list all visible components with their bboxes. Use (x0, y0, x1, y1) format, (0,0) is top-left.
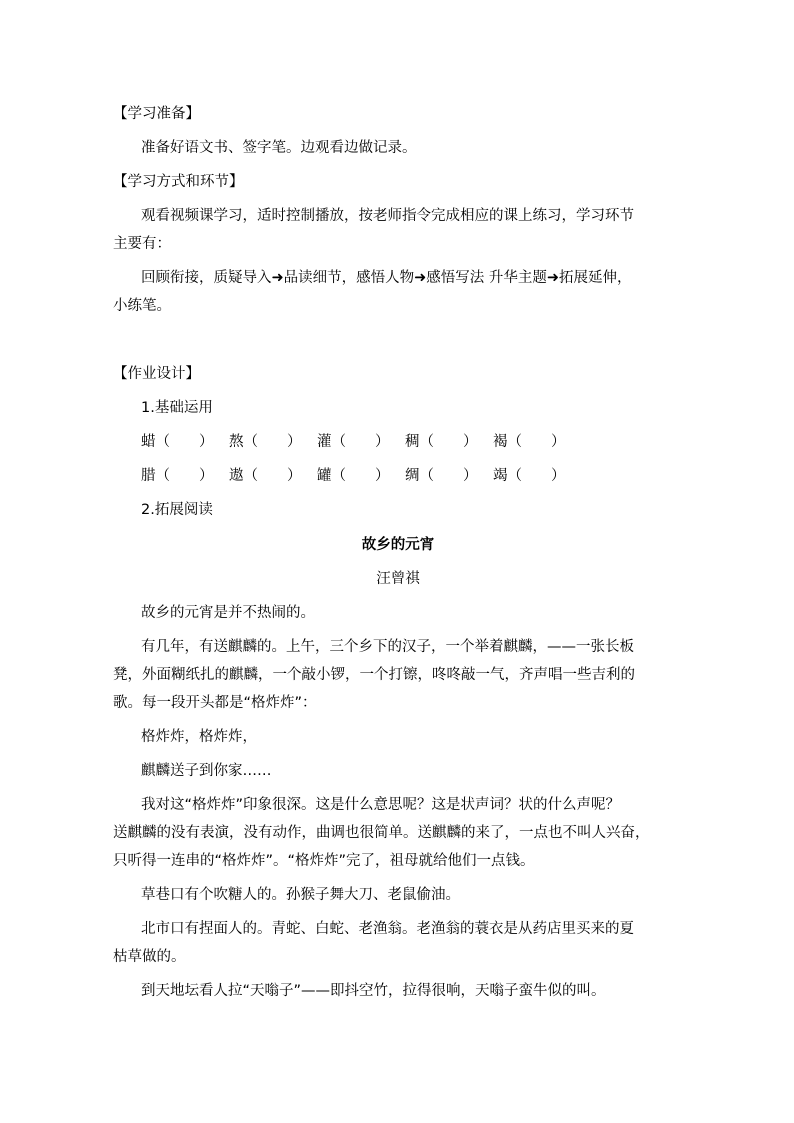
char-blank: 遨（ ） (229, 468, 302, 484)
char-blank: 蜡（ ） (141, 434, 214, 450)
article-paragraph-5-line-3: 只听得一连串的“格炸炸”。“格炸炸”完了，祖母就给他们一点钱。 (113, 853, 535, 869)
char-blank: 稠（ ） (405, 434, 478, 450)
prep-text: 准备好语文书、签字笔。边观看边做记录。 (141, 140, 417, 156)
article-paragraph-1: 故乡的元宵是并不热闹的。 (141, 605, 315, 621)
article-paragraph-5-line-1: 我对这“格炸炸”印象很深。这是什么意思呢？这是状声词？状的什么声呢？ (141, 797, 621, 813)
article-paragraph-3: 格炸炸，格炸炸， (141, 729, 257, 745)
article-paragraph-8: 到天地坛看人拉“天嗡子”——即抖空竹，拉得很响，天嗡子蛮牛似的叫。 (141, 983, 606, 999)
article-title: 故乡的元宵 (361, 537, 435, 553)
char-blank: 竭（ ） (493, 468, 566, 484)
homework-heading: 【作业设计】 (113, 366, 200, 382)
method-heading: 【学习方式和环节】 (113, 174, 244, 190)
char-blank: 罐（ ） (317, 468, 390, 484)
article-paragraph-7-line-1: 北市口有捏面人的。青蛇、白蛇、老渔翁。老渔翁的蓑衣是从药店里买来的夏 (141, 921, 634, 937)
basic-heading: 1.基础运用 (141, 400, 213, 416)
article-paragraph-7-line-2: 枯草做的。 (113, 949, 186, 965)
char-blank: 褐（ ） (493, 434, 566, 450)
char-blank: 腊（ ） (141, 468, 214, 484)
article-author: 汪曾祺 (376, 571, 420, 587)
method-text-line-1: 观看视频课学习，适时控制播放，按老师指令完成相应的课上练习，学习环节 (141, 208, 634, 224)
article-paragraph-2-line-2: 凳，外面糊纸扎的麒麟，一个敲小锣，一个打镲，咚咚敲一气，齐声唱一些吉利的 (113, 667, 635, 683)
reading-heading: 2.拓展阅读 (141, 502, 213, 518)
steps-text-line-1: 回顾衔接，质疑导入➜品读细节，感悟人物➜感悟写法 升华主题➜拓展延伸， (141, 270, 632, 286)
article-paragraph-4: 麒麟送子到你家…… (141, 763, 272, 779)
article-paragraph-5-line-2: 送麒麟的没有表演，没有动作，曲调也很简单。送麒麟的来了，一点也不叫人兴奋， (113, 825, 650, 841)
char-blank: 灌（ ） (317, 434, 390, 450)
char-blank: 熬（ ） (229, 434, 302, 450)
steps-text-line-2: 小练笔。 (113, 298, 171, 314)
article-paragraph-2-line-3: 歌。每一段开头都是“格炸炸”： (113, 695, 317, 711)
prep-heading: 【学习准备】 (113, 106, 200, 122)
article-paragraph-6: 草巷口有个吹糖人的。孙猴子舞大刀、老鼠偷油。 (141, 887, 460, 903)
method-text-line-2: 主要有： (113, 236, 171, 252)
character-row-1 (141, 432, 581, 452)
character-row-2 (141, 466, 581, 486)
char-blank: 绸（ ） (405, 468, 478, 484)
article-paragraph-2-line-1: 有几年，有送麒麟的。上午，三个乡下的汉子，一个举着麒麟，——一张长板 (141, 639, 634, 655)
